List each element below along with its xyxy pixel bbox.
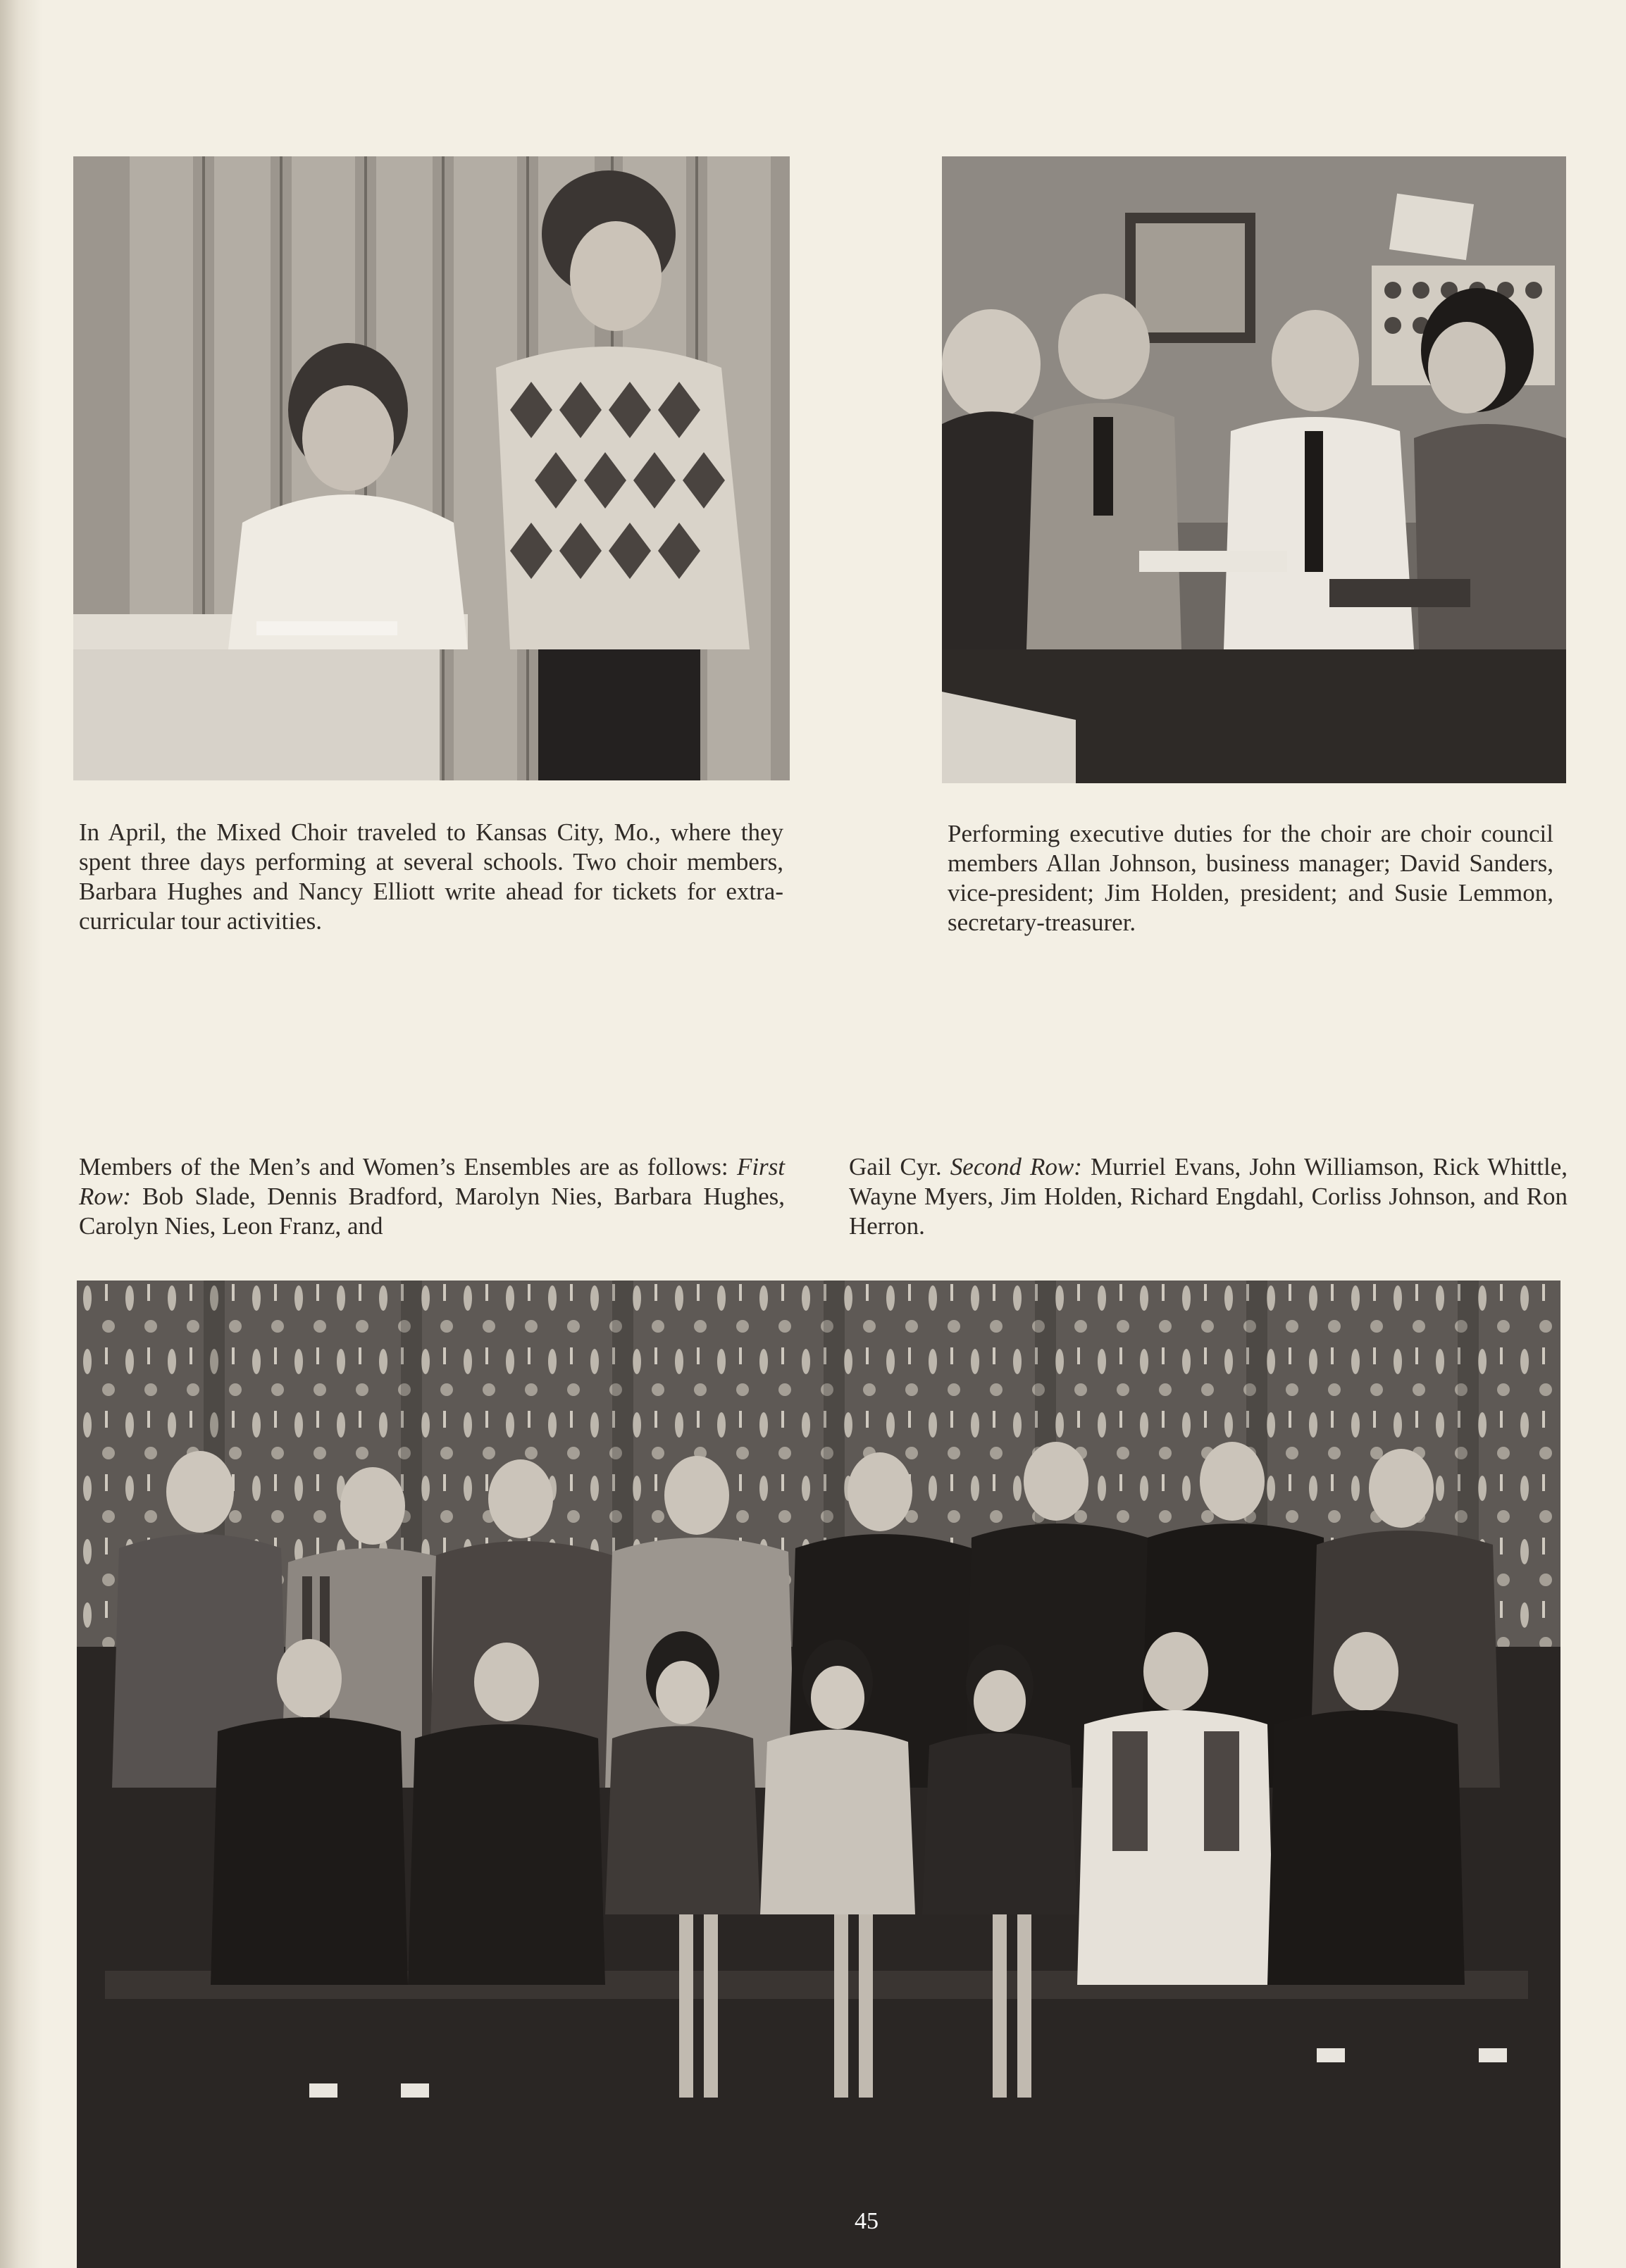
first-row-names: Bob Slade, Dennis Bradford, Marolyn Nies, Barbara Hughes, Carolyn Nies, Leon Franz, and bbox=[79, 1183, 785, 1240]
caption-ensembles-left bbox=[79, 1152, 785, 1241]
first-row-label: First Row: bbox=[79, 1153, 786, 1210]
caption-ensembles-right bbox=[849, 1152, 1568, 1241]
photo-choir-council bbox=[942, 156, 1566, 783]
caption-choir-tour: In April, the Mixed Choir traveled to Kansas City, Mo., where they spent three days performing at several schools. Two choir members, Barbara Hughes and Nancy Elliott write ahead for tickets for extra-curricular tour activities. bbox=[79, 818, 783, 935]
caption-choir-council: Performing executive duties for the choir are choir council members Allan Johnson, business manager; David Sanders, vice-president; Jim Holden, president; and Susie Lemmon, secretary-treasurer. bbox=[948, 820, 1553, 936]
photo-ensembles-group bbox=[77, 1281, 1560, 2268]
page-binding-shadow bbox=[0, 0, 42, 2268]
ensembles-lead: Members of the Men’s and Women’s Ensembles are as follows: bbox=[79, 1153, 728, 1180]
page-number: 45 bbox=[855, 2208, 879, 2234]
second-row-label: Second Row: bbox=[950, 1153, 1082, 1180]
photo-choir-tickets bbox=[73, 156, 790, 780]
second-row-names: Murriel Evans, John Williamson, Rick Whittle, Wayne Myers, Jim Holden, Richard Engdahl, Corliss Johnson, and Ron Herron. bbox=[849, 1153, 1568, 1240]
first-row-end: Gail Cyr. bbox=[849, 1153, 942, 1180]
